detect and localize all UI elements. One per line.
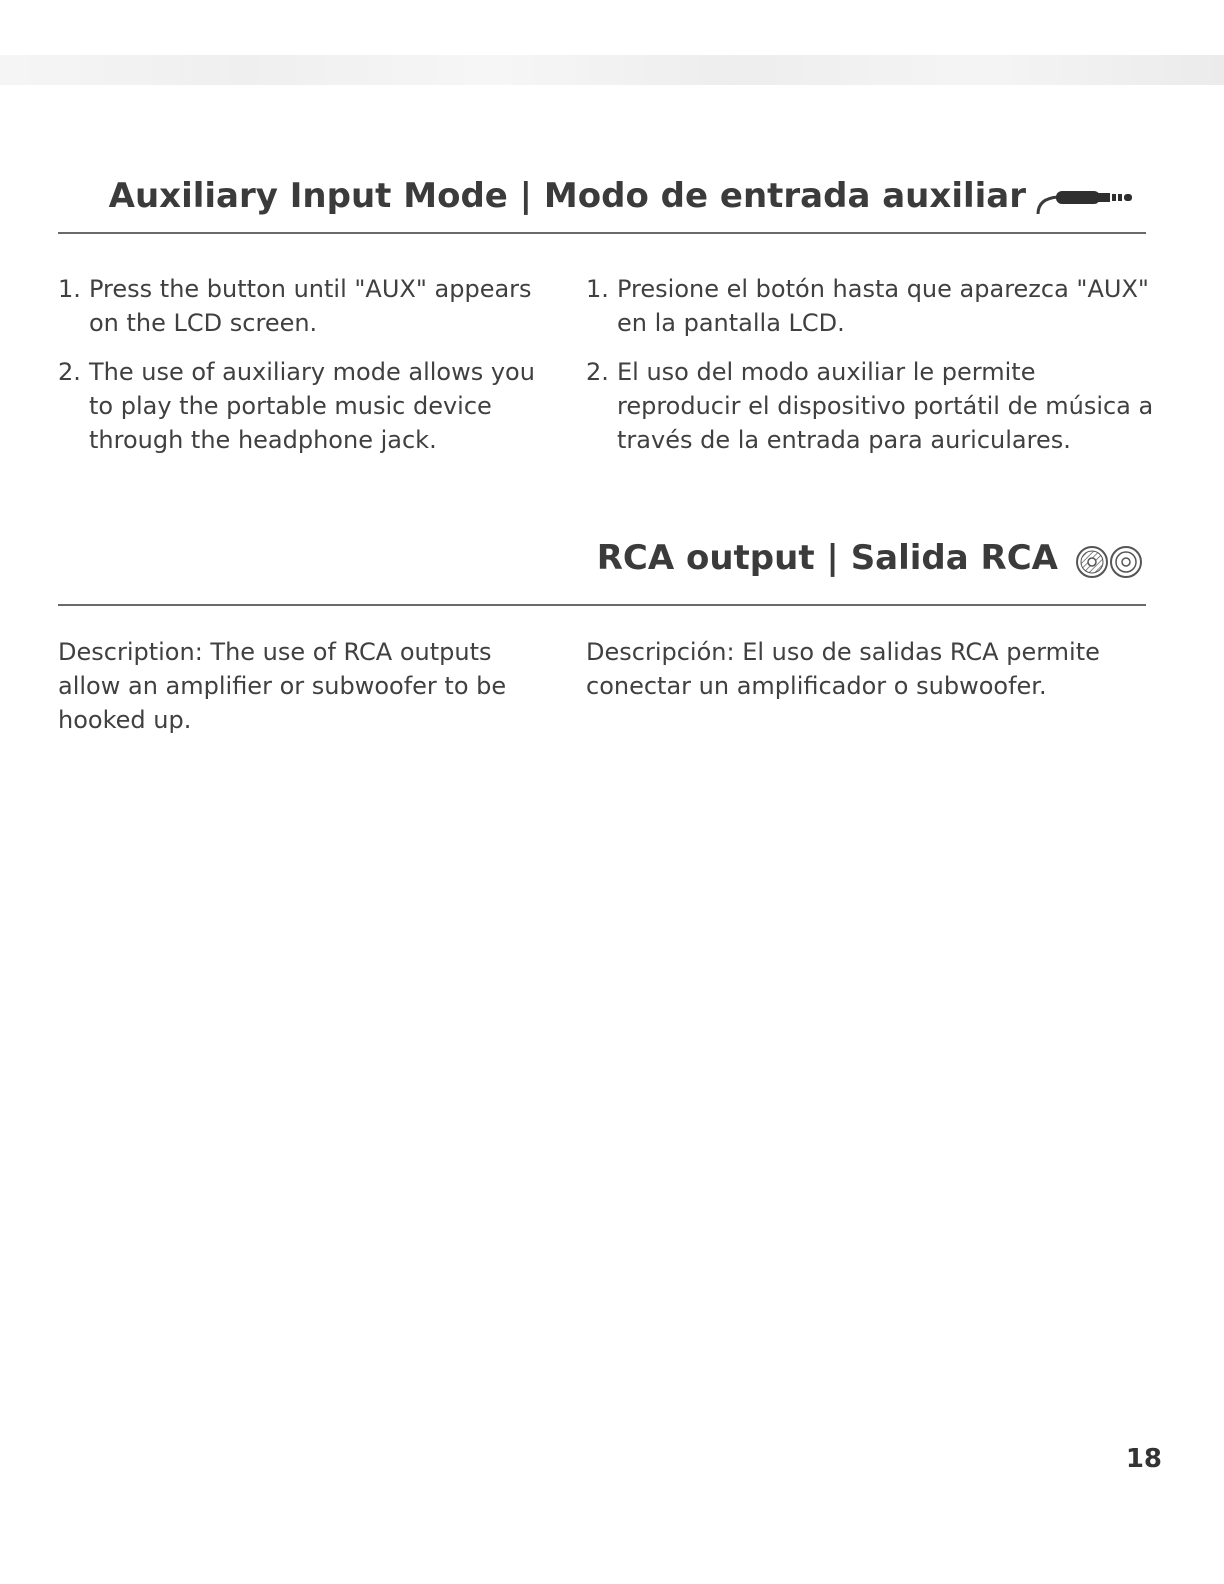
step-text: Press the button until "AUX" appears on the LCD screen. (89, 275, 532, 337)
scan-artifact-strip (0, 55, 1224, 85)
rca-jacks-icon (1074, 542, 1148, 582)
step-text: Presione el botón hasta que aparezca "AUX" en la pantalla LCD. (617, 275, 1149, 337)
page-number: 18 (1125, 1444, 1162, 1474)
list-item (58, 355, 558, 457)
step-number: 2. (58, 358, 81, 386)
step-number: 1. (58, 275, 81, 303)
rca-section-title: RCA output | Salida RCA (596, 538, 1058, 578)
list-item (58, 272, 558, 340)
rca-spanish-description: Descripción: El uso de salidas RCA permite conectar un amplificador o subwoofer. (586, 638, 1100, 700)
list-item (586, 355, 1156, 457)
step-text: El uso del modo auxiliar le permite reproducir el dispositivo portátil de música a través de la entrada para auriculares. (617, 358, 1154, 454)
aux-spanish-column (586, 272, 1156, 472)
rca-section-divider (58, 604, 1146, 606)
aux-section-divider (58, 232, 1146, 234)
list-item (586, 272, 1156, 340)
step-text: The use of auxiliary mode allows you to play the portable music device through the headphone jack. (89, 358, 535, 454)
aux-section-title: Auxiliary Input Mode | Modo de entrada auxiliar (108, 176, 1026, 216)
aux-english-steps (58, 272, 558, 457)
step-number: 1. (586, 275, 609, 303)
aux-spanish-steps (586, 272, 1156, 457)
aux-english-column (58, 272, 558, 472)
audio-jack-icon (1032, 180, 1144, 220)
rca-english-description: Description: The use of RCA outputs allow an amplifier or subwoofer to be hooked up. (58, 638, 507, 734)
step-number: 2. (586, 358, 609, 386)
